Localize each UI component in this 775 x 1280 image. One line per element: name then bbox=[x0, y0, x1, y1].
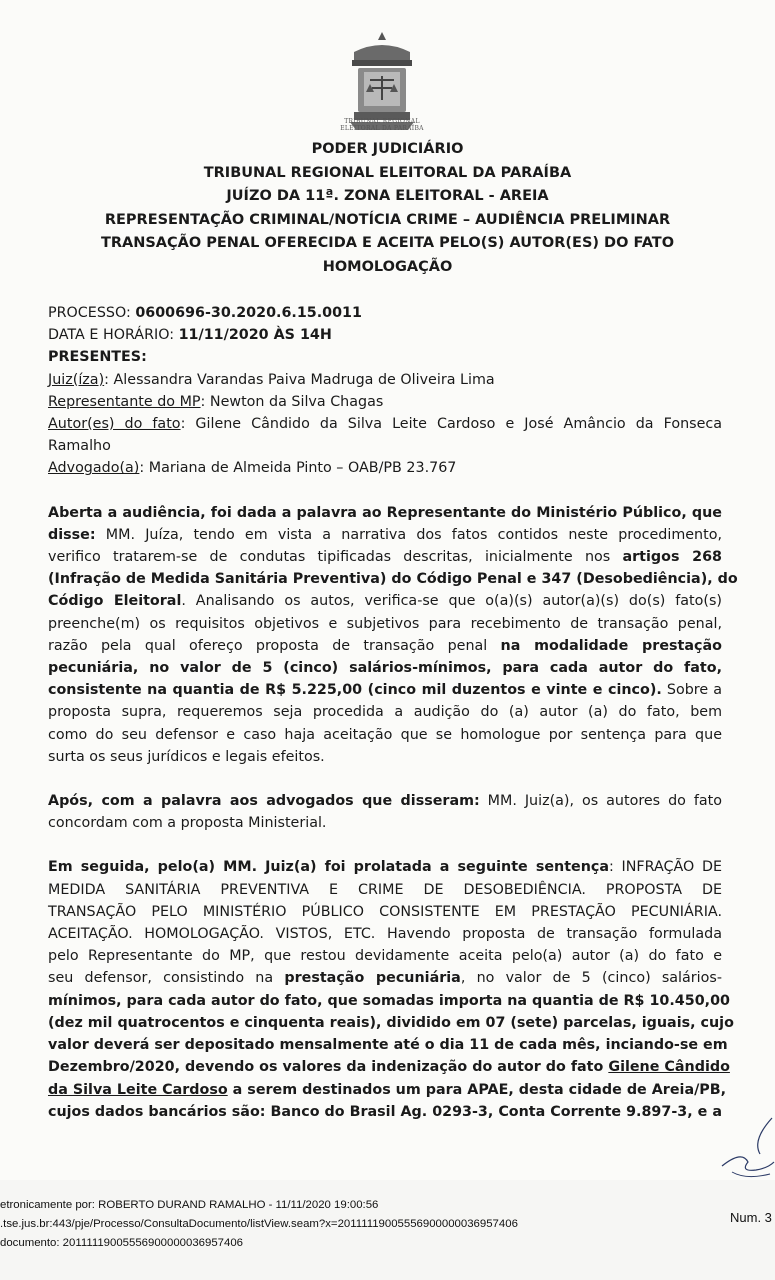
text-segment: consistente na quantia de R$ 5.225,00 (cinco mil duzentos e vinte e cinco). bbox=[48, 682, 662, 699]
text-line bbox=[48, 1012, 734, 1034]
text-line bbox=[48, 635, 722, 657]
header-line: HOMOLOGAÇÃO bbox=[322, 258, 453, 275]
text-segment: TRANSAÇÃO PELO MINISTÉRIO PÚBLICO CONSISTENTE EM PRESTAÇÃO PECUNIÁRIA. bbox=[48, 903, 722, 920]
text-segment: pelo Representante do MP, que restou devidamente aceita pelo(a) autor (a) do fato e bbox=[48, 948, 722, 965]
text-line bbox=[48, 945, 722, 967]
header-line: TRIBUNAL REGIONAL ELEITORAL DA PARAÍBA bbox=[203, 164, 572, 181]
text-line bbox=[48, 590, 722, 612]
text-segment: proposta supra, requeremos seja procedida a audição do (a) autor (a) do fato, bem bbox=[48, 704, 722, 721]
text-segment: MM. Juiz(a), os autores do fato bbox=[479, 793, 722, 810]
seal-caption: TRIBUNAL REGIONAL ELEITORAL DA PARAÍBA bbox=[340, 118, 424, 132]
text-line bbox=[48, 524, 722, 546]
text-segment: Após, com a palavra aos advogados que disseram: bbox=[48, 793, 480, 810]
text-segment: mínimos, para cada autor do fato, que somadas importa na quantia de R$ 10.450,00 bbox=[48, 992, 730, 1009]
paragraph-sentenca bbox=[48, 856, 734, 1122]
text-segment: preenche(m) os requisitos objetivos e subjetivos para recebimento de transação penal, bbox=[48, 615, 722, 632]
text-line bbox=[48, 901, 722, 923]
electronic-signature-footer bbox=[0, 1196, 775, 1253]
paragraph-ministerio-publico bbox=[48, 502, 738, 768]
text-segment: Sobre a bbox=[661, 682, 722, 699]
text-line bbox=[48, 613, 722, 635]
text-segment: artigos 268 bbox=[622, 549, 722, 566]
text-segment: da Silva Leite Cardoso bbox=[48, 1081, 228, 1098]
text-line bbox=[48, 1056, 730, 1078]
text-line bbox=[48, 856, 722, 878]
mp-line bbox=[48, 391, 722, 413]
text-line bbox=[48, 812, 722, 834]
text-segment: Código Eleitoral bbox=[48, 593, 182, 610]
text-line bbox=[48, 1101, 722, 1123]
text-segment: Aberta a audiência, foi dada a palavra ao Representante do Ministério Público, que bbox=[48, 504, 722, 521]
text-segment: Em seguida, pelo(a) MM. Juiz(a) foi prolatada a seguinte sentença bbox=[48, 859, 610, 876]
mp-label: Representante do MP bbox=[48, 393, 201, 410]
text-segment: cujos dados bancários são: Banco do Brasil Ag. 0293-3, Conta Corrente 9.897-3, e a bbox=[48, 1103, 722, 1120]
data-label: DATA E HORÁRIO: bbox=[48, 327, 179, 344]
text-line bbox=[48, 502, 722, 524]
text-line bbox=[48, 990, 730, 1012]
text-segment: (dez mil quatrocentos e cinquenta reais), dividido em 07 (sete) parcelas, iguais, cujo bbox=[48, 1014, 734, 1031]
processo-number: 0600696-30.2020.6.15.0011 bbox=[135, 305, 362, 321]
autores-line bbox=[48, 413, 722, 435]
text-segment: . Analisando os autos, verifica-se que o(a)(s) autor(a)(s) do(s) fato(s) bbox=[181, 593, 722, 610]
text-line bbox=[48, 746, 722, 768]
mp-name: : Newton da Silva Chagas bbox=[200, 393, 384, 410]
text-line bbox=[48, 1079, 727, 1101]
text-segment: (Infração de Medida Sanitária Preventiva) do Código Penal e 347 (Desobediência), do bbox=[48, 571, 738, 588]
text-segment: seu defensor, consistindo na bbox=[48, 970, 285, 987]
header-line: TRANSAÇÃO PENAL OFERECIDA E ACEITA PELO(S) AUTOR(ES) DO FATO bbox=[100, 235, 675, 251]
juiz-label: Juiz(íza) bbox=[48, 371, 105, 388]
footer-document-id: documento: 20111119005556900000036957406 bbox=[0, 1237, 244, 1249]
header-line: JUÍZO DA 11ª. ZONA ELEITORAL - AREIA bbox=[226, 188, 549, 204]
signature-mark-icon bbox=[712, 1110, 775, 1190]
text-segment: Havendo proposta de transação formulada bbox=[375, 926, 722, 943]
text-line bbox=[48, 657, 722, 679]
text-line bbox=[48, 546, 722, 568]
footer-signed-by: etronicamente por: ROBERTO DURAND RAMALHO - 11/11/2020 19:00:56 bbox=[0, 1199, 379, 1211]
text-segment: concordam com a proposta Ministerial. bbox=[48, 815, 327, 832]
presentes-label: PRESENTES: bbox=[48, 349, 147, 366]
data-value: 11/11/2020 ÀS 14H bbox=[178, 327, 332, 344]
text-segment: disse: bbox=[48, 526, 96, 543]
document-number: Num. 3 bbox=[730, 1210, 772, 1225]
footer-verification-url: .tse.jus.br:443/pje/Processo/ConsultaDocumento/listView.seam?x=20111119005556900000036957406 bbox=[0, 1218, 518, 1230]
text-line bbox=[48, 1034, 728, 1056]
text-segment: valor deverá ser depositado mensalmente até o dia 11 de cada mês, inciando-se em bbox=[48, 1037, 728, 1054]
data-line bbox=[48, 324, 722, 346]
presentes-line bbox=[48, 346, 722, 368]
text-segment: Gilene Cândido bbox=[608, 1059, 730, 1076]
header-line: REPRESENTAÇÃO CRIMINAL/NOTÍCIA CRIME – AUDIÊNCIA PRELIMINAR bbox=[104, 211, 671, 228]
text-segment: razão pela qual ofereço proposta de transação penal bbox=[48, 637, 501, 654]
text-segment: ACEITAÇÃO. HOMOLOGAÇÃO. VISTOS, ETC. bbox=[48, 926, 376, 943]
text-line bbox=[48, 879, 722, 901]
info-block bbox=[48, 302, 722, 480]
text-line bbox=[48, 790, 722, 812]
processo-label: PROCESSO: bbox=[48, 305, 136, 321]
processo-line bbox=[48, 302, 722, 324]
text-segment: prestação pecuniária bbox=[284, 970, 461, 987]
autores-label: Autor(es) do fato bbox=[48, 416, 181, 433]
text-segment: : INFRAÇÃO DE bbox=[609, 859, 722, 876]
autores-names: : Gilene Cândido da Silva Leite Cardoso e José Amâncio da Fonseca bbox=[180, 416, 722, 433]
text-segment: verifico tratarem-se de condutas tipificadas descritas, inicialmente nos bbox=[48, 549, 623, 566]
header-line: PODER JUDICIÁRIO bbox=[311, 141, 464, 157]
advogado-label: Advogado(a) bbox=[48, 460, 140, 477]
text-segment: MM. Juíza, tendo em vista a narrativa dos fatos contidos neste procedimento, bbox=[95, 526, 722, 543]
text-segment: , no valor de 5 (cinco) salários- bbox=[460, 970, 722, 987]
text-line bbox=[48, 724, 722, 746]
document-header bbox=[0, 138, 775, 279]
text-segment: na modalidade prestação bbox=[500, 637, 722, 654]
text-line bbox=[48, 701, 722, 723]
text-line bbox=[48, 967, 722, 989]
text-line bbox=[48, 568, 738, 590]
advogado-line bbox=[48, 457, 722, 479]
paragraph-advogados bbox=[48, 790, 722, 834]
text-line bbox=[48, 679, 722, 701]
document-body bbox=[48, 302, 738, 1123]
text-segment: Dezembro/2020, devendo os valores da indenização do autor do fato bbox=[48, 1059, 609, 1076]
text-segment: MEDIDA SANITÁRIA PREVENTIVA E CRIME DE DESOBEDIÊNCIA. PROPOSTA DE bbox=[48, 881, 722, 898]
text-segment: como do seu defensor e caso haja aceitação que se homologue por sentença para que bbox=[48, 726, 722, 743]
text-segment: surta os seus jurídicos e legais efeitos. bbox=[48, 748, 325, 765]
advogado-name: : Mariana de Almeida Pinto – OAB/PB 23.767 bbox=[139, 460, 457, 477]
juiz-name: : Alessandra Varandas Paiva Madruga de Oliveira Lima bbox=[104, 371, 495, 388]
juiz-line bbox=[48, 369, 722, 391]
text-segment: a serem destinados um para APAE, desta cidade de Areia/PB, bbox=[227, 1081, 727, 1098]
text-line bbox=[48, 923, 722, 945]
autores-line-2: Ramalho bbox=[48, 438, 111, 455]
text-segment: pecuniária, no valor de 5 (cinco) salários-mínimos, para cada autor do fato, bbox=[48, 660, 722, 677]
